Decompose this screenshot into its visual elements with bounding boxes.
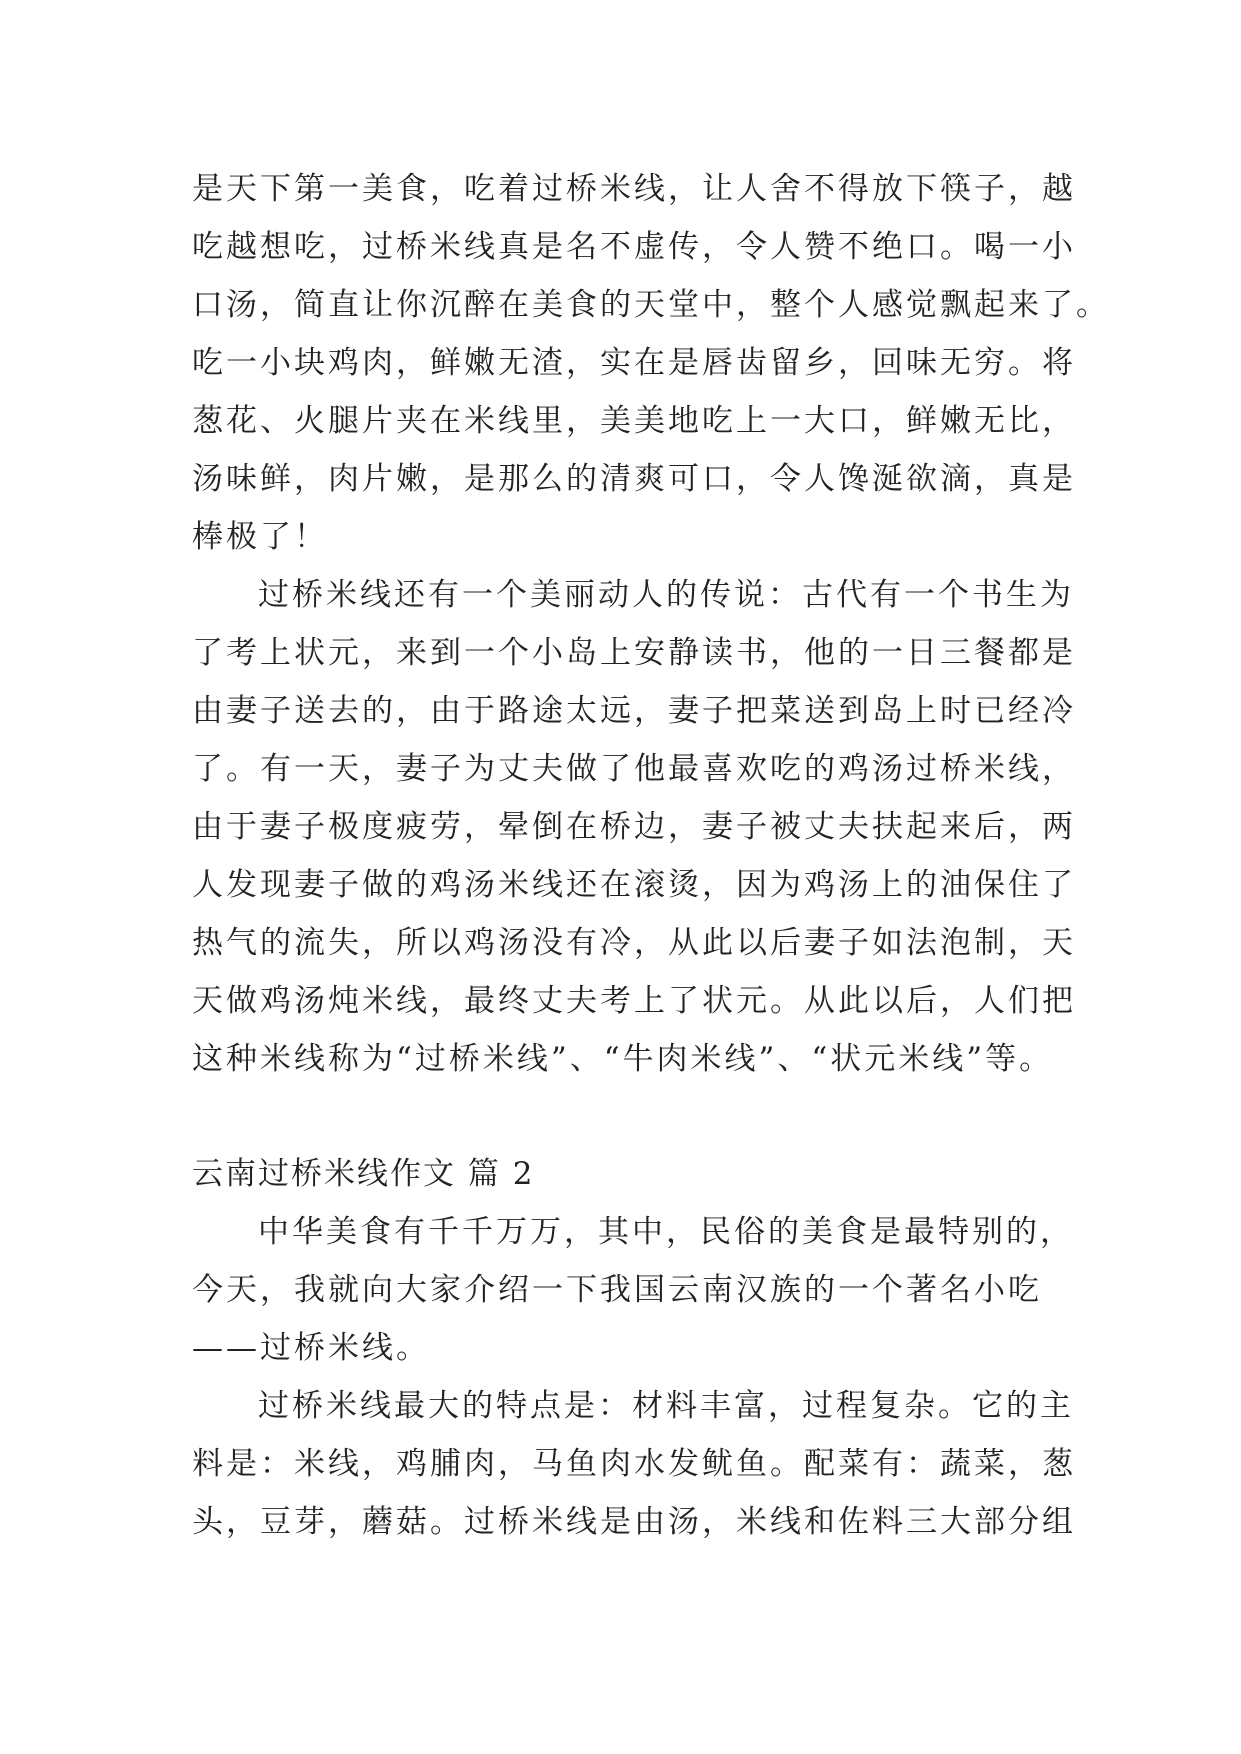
text-line: 了考上状元，来到一个小岛上安静读书，他的一日三餐都是: [192, 635, 1076, 671]
text-line: 头，豆芽，蘑菇。过桥米线是由汤，米线和佐料三大部分组: [192, 1504, 1076, 1540]
text-line: 由于妻子极度疲劳，晕倒在桥边，妻子被丈夫扶起来后，两: [192, 809, 1076, 845]
section-spacer: [192, 1088, 1072, 1145]
paragraph-3: [192, 1203, 1072, 1377]
text-line: 料是：米线，鸡脯肉，马鱼肉水发鱿鱼。配菜有：蔬菜，葱: [192, 1446, 1076, 1482]
text-line: 了。有一天，妻子为丈夫做了他最喜欢吃的鸡汤过桥米线，: [192, 751, 1076, 787]
text-line: 棒极了！: [192, 519, 328, 555]
text-line: 过桥米线还有一个美丽动人的传说：古代有一个书生为: [258, 577, 1074, 613]
text-line: 这种米线称为“过桥米线”、“牛肉米线”、“状元米线”等。: [192, 1041, 1054, 1077]
paragraph-4: [192, 1377, 1076, 1551]
text-line: 中华美食有千千万万，其中，民俗的美食是最特别的，: [258, 1214, 1074, 1250]
text-line: 过桥米线最大的特点是：材料丰富，过程复杂。它的主: [258, 1388, 1074, 1424]
text-line: 热气的流失，所以鸡汤没有冷，从此以后妻子如法泡制，天: [192, 925, 1076, 961]
text-line: 由妻子送去的，由于路途太远，妻子把菜送到岛上时已经冷: [192, 693, 1076, 729]
text-line: 吃越想吃，过桥米线真是名不虚传，令人赞不绝口。喝一小: [192, 229, 1076, 265]
text-line: 口汤，简直让你沉醉在美食的天堂中，整个人感觉飘起来了。: [192, 287, 1110, 323]
text-line: 吃一小块鸡肉，鲜嫩无渣，实在是唇齿留乡，回味无穷。将: [192, 345, 1076, 381]
text-line: ——过桥米线。: [192, 1330, 430, 1366]
text-line: 天做鸡汤炖米线，最终丈夫考上了状元。从此以后，人们把: [192, 983, 1076, 1019]
section-heading: 云南过桥米线作文 篇 2: [192, 1156, 535, 1192]
text-line: 汤味鲜，肉片嫩，是那么的清爽可口，令人馋涎欲滴，真是: [192, 461, 1076, 497]
document-body: [192, 160, 1110, 1551]
paragraph-2: [192, 566, 1076, 1088]
text-line: 葱花、火腿片夹在米线里，美美地吃上一大口，鲜嫩无比，: [192, 403, 1076, 439]
text-line: 是天下第一美食，吃着过桥米线，让人舍不得放下筷子，越: [192, 171, 1076, 207]
text-line: 人发现妻子做的鸡汤米线还在滚烫，因为鸡汤上的油保住了: [192, 867, 1076, 903]
paragraph-1: [192, 160, 1110, 566]
text-line: 今天，我就向大家介绍一下我国云南汉族的一个著名小吃: [192, 1272, 1042, 1308]
